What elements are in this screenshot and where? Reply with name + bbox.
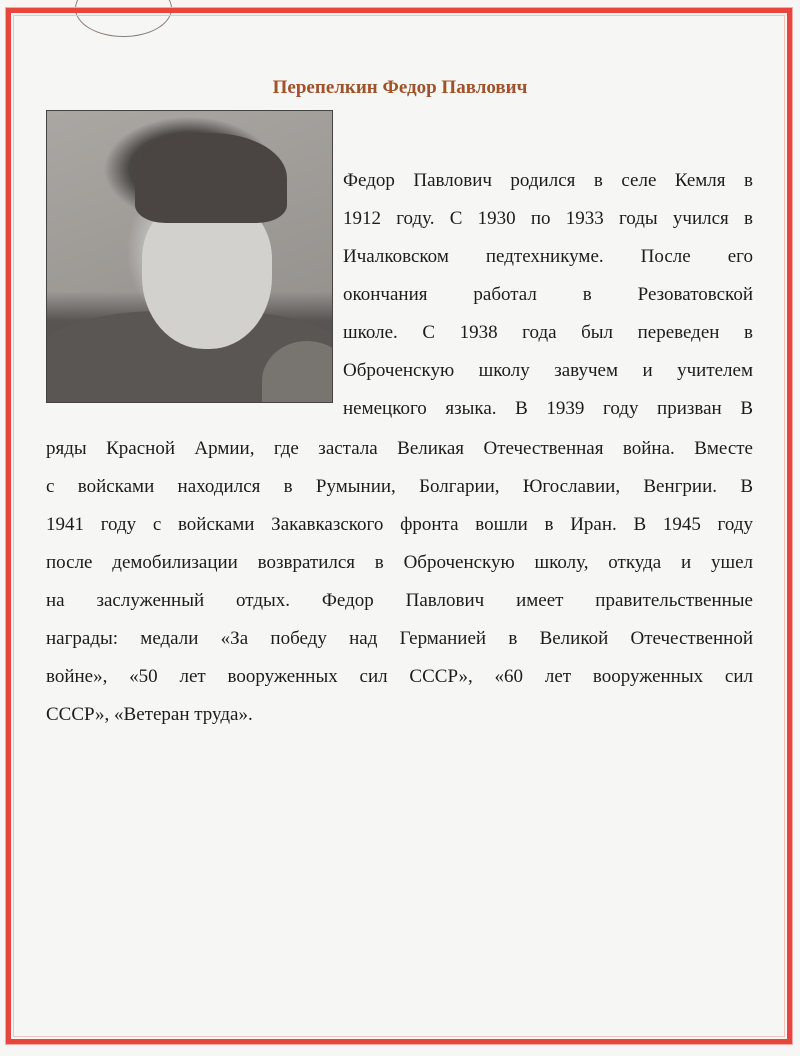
text-line: Ичалковском педтехникуме. После его — [343, 246, 753, 267]
text-line: немецкого языка. В 1939 году призван В — [343, 398, 753, 419]
photo-budenovka-cap — [135, 133, 287, 223]
text-line: 1912 году. С 1930 по 1933 годы учился в — [343, 208, 753, 229]
biography-paragraph-bottom — [46, 430, 753, 734]
text-line: 1941 году с войсками Закавказского фронта вошли в Иран. В 1945 году — [46, 514, 753, 535]
portrait-photo — [46, 110, 333, 403]
page-title: Перепелкин Федор Павлович — [272, 77, 528, 98]
text-line: после демобилизации возвратился в Оброченскую школу, откуда и ушел — [46, 552, 753, 573]
text-line: ряды Красной Армии, где застала Великая Отечественная война. Вместе — [46, 438, 753, 459]
text-line: окончания работал в Резоватовской — [343, 284, 753, 305]
text-line: с войсками находился в Румынии, Болгарии, Югославии, Венгрии. В — [46, 476, 753, 497]
text-line: Федор Павлович родился в селе Кемля в — [343, 170, 753, 191]
biography-paragraph-top — [343, 162, 753, 428]
text-line: награды: медали «За победу над Германией в Великой Отечественной — [46, 628, 753, 649]
text-line: на заслуженный отдых. Федор Павлович имеет правительственные — [46, 590, 753, 611]
text-line: школе. С 1938 года был переведен в — [343, 322, 753, 343]
text-line: войне», «50 лет вооруженных сил СССР», «60 лет вооруженных сил — [46, 666, 753, 687]
text-line: СССР», «Ветеран труда». — [46, 704, 253, 725]
text-line: Оброченскую школу завучем и учителем — [343, 360, 753, 381]
